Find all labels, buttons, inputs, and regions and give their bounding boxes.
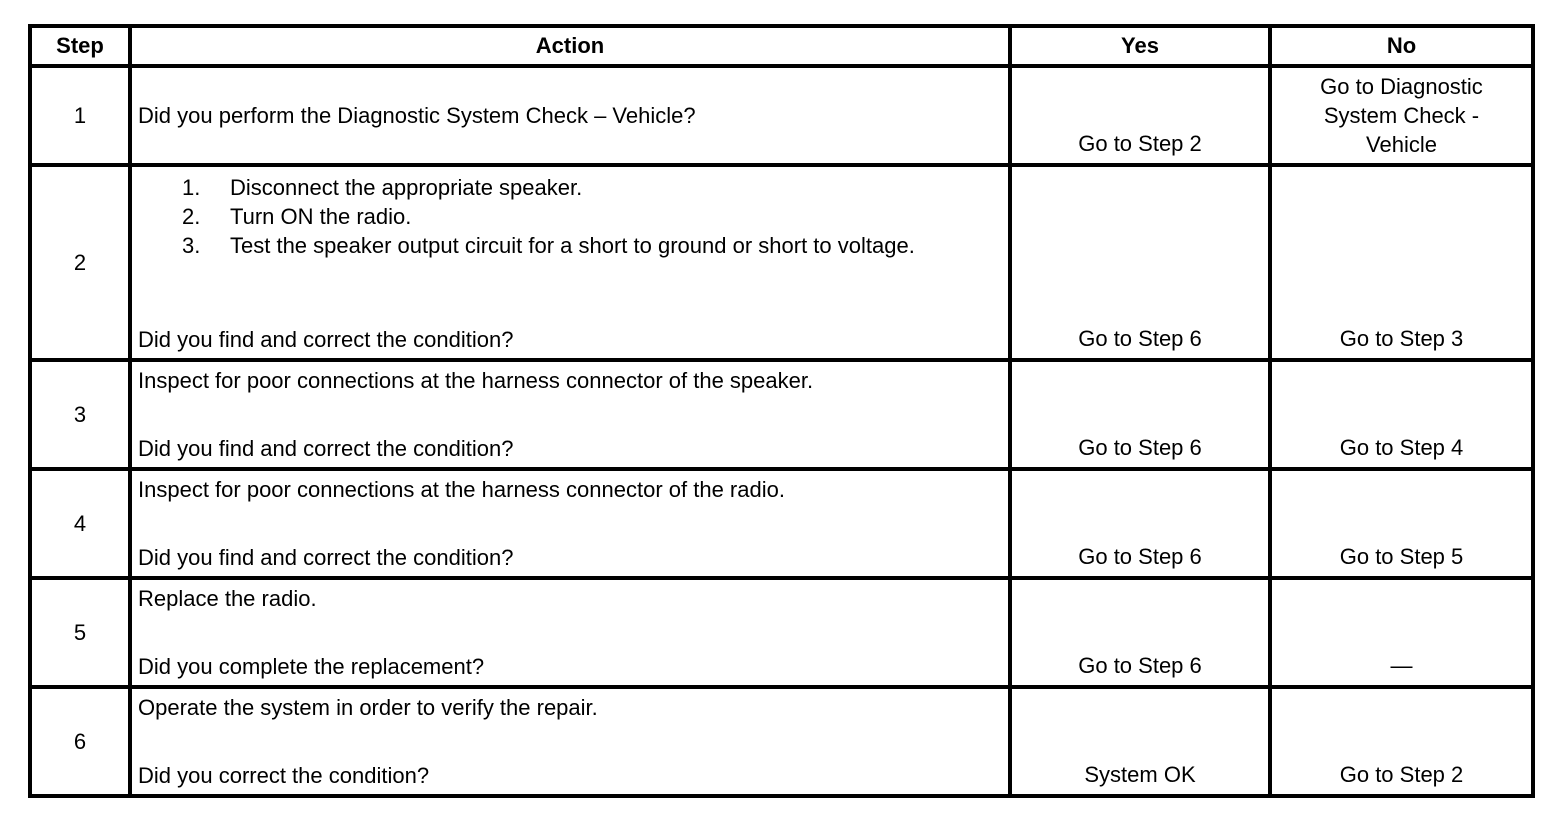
- table-row: [30, 360, 1533, 469]
- diagnostic-table: [28, 24, 1535, 798]
- procedure-list: [132, 173, 1000, 260]
- no-result: Go to Diagnostic System Check - Vehicle: [1270, 66, 1533, 165]
- step-number: 5: [30, 578, 130, 687]
- action-question: Did you find and correct the condition?: [138, 436, 514, 461]
- table-row: [30, 66, 1533, 165]
- yes-result: Go to Step 6: [1010, 578, 1270, 687]
- yes-result: Go to Step 6: [1010, 165, 1270, 360]
- step-number: 2: [30, 165, 130, 360]
- yes-result: Go to Step 6: [1010, 469, 1270, 578]
- table-row: [30, 578, 1533, 687]
- action-question: Did you find and correct the condition?: [138, 327, 514, 352]
- header-yes: Yes: [1010, 26, 1270, 66]
- action-question: Did you complete the replacement?: [138, 654, 485, 679]
- list-item: 3. Test the speaker output circuit for a short to ground or short to voltage.: [182, 233, 915, 258]
- list-item: 1. Disconnect the appropriate speaker.: [182, 175, 583, 200]
- step-number: 6: [30, 687, 130, 796]
- yes-result: System OK: [1010, 687, 1270, 796]
- action-question: Did you perform the Diagnostic System Check – Vehicle?: [138, 102, 696, 128]
- no-result: Go to Step 5: [1270, 469, 1533, 578]
- list-item: 2. Turn ON the radio.: [182, 204, 412, 229]
- action-cell: [130, 687, 1010, 796]
- yes-result: Go to Step 2: [1010, 66, 1270, 165]
- table-row: [30, 165, 1533, 360]
- header-step: Step: [30, 26, 130, 66]
- header-action: Action: [130, 26, 1010, 66]
- step-number: 4: [30, 469, 130, 578]
- action-cell: [130, 66, 1010, 165]
- no-result: Go to Step 2: [1270, 687, 1533, 796]
- yes-result: Go to Step 6: [1010, 360, 1270, 469]
- action-instruction: Replace the radio.: [138, 586, 317, 611]
- table-row: [30, 469, 1533, 578]
- action-instruction: Inspect for poor connections at the harness connector of the speaker.: [138, 368, 814, 393]
- action-cell: [130, 360, 1010, 469]
- step-number: 1: [30, 66, 130, 165]
- action-cell: [130, 578, 1010, 687]
- action-question: Did you correct the condition?: [138, 763, 430, 788]
- action-cell: [130, 469, 1010, 578]
- action-instruction: Inspect for poor connections at the harness connector of the radio.: [138, 477, 785, 502]
- header-no: No: [1270, 26, 1533, 66]
- header-row: [30, 26, 1533, 66]
- action-instruction: Operate the system in order to verify the repair.: [138, 695, 598, 720]
- no-result: Go to Step 4: [1270, 360, 1533, 469]
- no-result: Go to Step 3: [1270, 165, 1533, 360]
- action-cell: [130, 165, 1010, 360]
- no-result: —: [1270, 578, 1533, 687]
- table-row: [30, 687, 1533, 796]
- step-number: 3: [30, 360, 130, 469]
- action-question: Did you find and correct the condition?: [138, 545, 514, 570]
